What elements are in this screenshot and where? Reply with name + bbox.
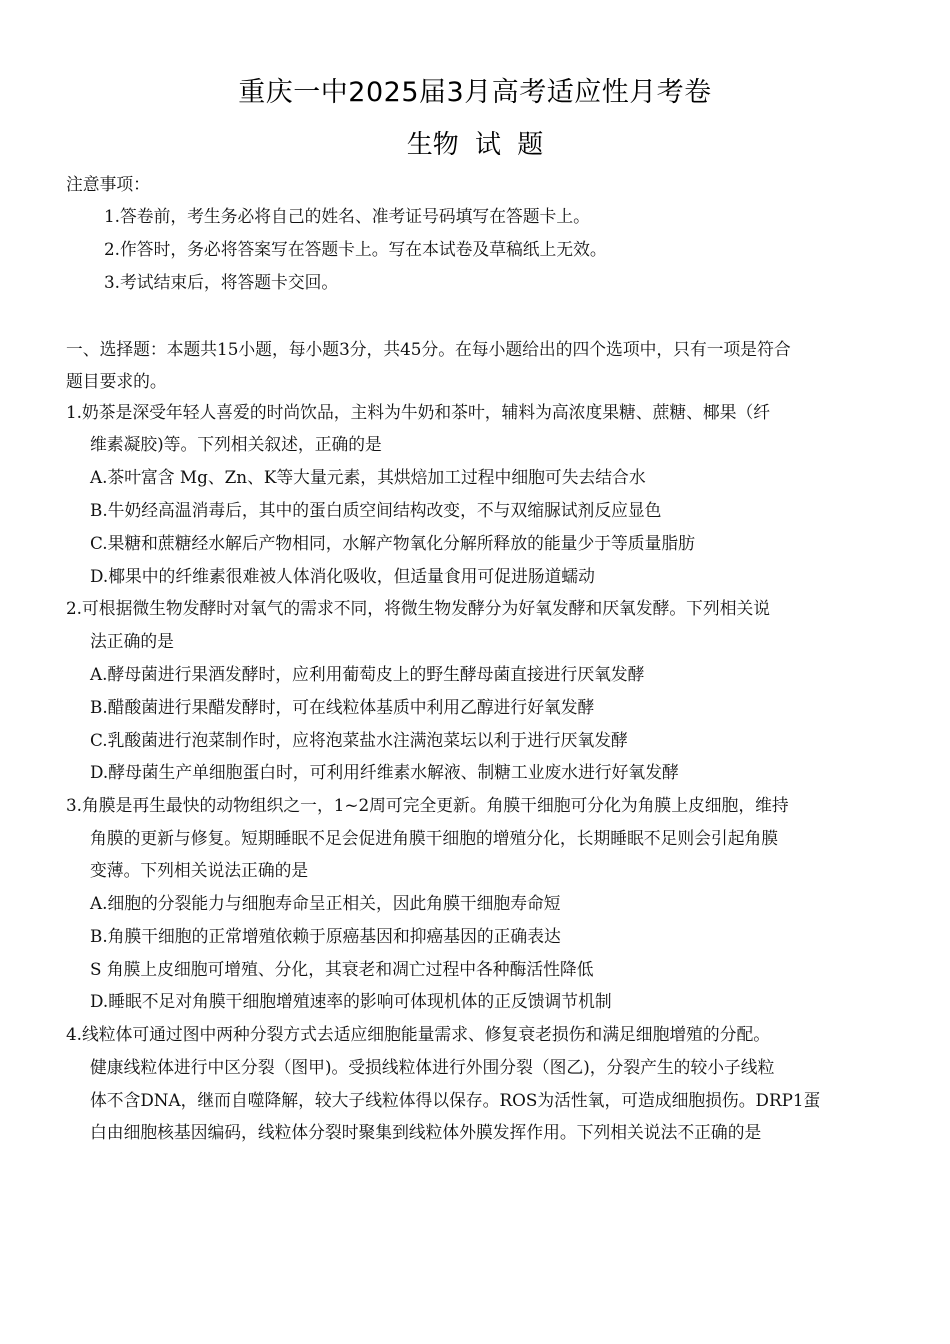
question-1-option-b: B.牛奶经高温消毒后，其中的蛋白质空间结构改变，不与双缩脲试剂反应显色 bbox=[90, 500, 662, 520]
question-4-stem-cont: 健康线粒体进行中区分裂（图甲)。受损线粒体进行外围分裂（图乙)，分裂产生的较小子线粒 bbox=[90, 1057, 775, 1077]
question-4-stem-cont: 体不含DNA，继而自噬降解，较大子线粒体得以保存。ROS为活性氧，可造成细胞损伤。DRP1蛋 bbox=[90, 1090, 821, 1110]
question-1-stem: 1.奶茶是深受年轻人喜爱的时尚饮品，主料为牛奶和茶叶，辅料为高浓度果糖、蔗糖、椰果（纤 bbox=[66, 402, 771, 422]
question-1-option-d: D.椰果中的纤维素很难被人体消化吸收，但适量食用可促进肠道蠕动 bbox=[90, 566, 595, 586]
question-1-stem-cont: 维素凝胶)等。下列相关叙述，正确的是 bbox=[90, 434, 382, 454]
question-3-option-b: B.角膜干细胞的正常增殖依赖于原癌基因和抑癌基因的正确表达 bbox=[90, 926, 561, 946]
question-2-option-a: A.酵母菌进行果酒发酵时，应利用葡萄皮上的野生酵母菌直接进行厌氧发酵 bbox=[90, 664, 645, 684]
question-3-stem-cont: 变薄。下列相关说法正确的是 bbox=[90, 860, 309, 880]
note-item: 2.作答时，务必将答案写在答题卡上。写在本试卷及草稿纸上无效。 bbox=[104, 239, 607, 259]
question-2-option-c: C.乳酸菌进行泡菜制作时，应将泡菜盐水注满泡菜坛以利于进行厌氧发酵 bbox=[90, 730, 628, 750]
note-item: 3.考试结束后，将答题卡交回。 bbox=[104, 272, 339, 292]
question-2-stem-cont: 法正确的是 bbox=[90, 631, 174, 651]
question-3-stem-cont: 角膜的更新与修复。短期睡眠不足会促进角膜干细胞的增殖分化，长期睡眠不足则会引起角膜 bbox=[90, 828, 779, 848]
note-item: 1.答卷前，考生务必将自己的姓名、准考证号码填写在答题卡上。 bbox=[104, 206, 590, 226]
question-3-option-a: A.细胞的分裂能力与细胞寿命呈正相关，因此角膜干细胞寿命短 bbox=[90, 893, 561, 913]
question-2-stem: 2.可根据微生物发酵时对氧气的需求不同，将微生物发酵分为好氧发酵和厌氧发酵。下列相关说 bbox=[66, 598, 771, 618]
question-3-option-c: S 角膜上皮细胞可增殖、分化，其衰老和凋亡过程中各种酶活性降低 bbox=[90, 959, 594, 979]
question-1-option-c: C.果糖和蔗糖经水解后产物相同，水解产物氧化分解所释放的能量少于等质量脂肪 bbox=[90, 533, 695, 553]
question-2-option-d: D.酵母菌生产单细胞蛋白时，可利用纤维素水解液、制糖工业废水进行好氧发酵 bbox=[90, 762, 679, 782]
notes-heading: 注意事项： bbox=[66, 174, 150, 194]
question-4-stem: 4.线粒体可通过图中两种分裂方式去适应细胞能量需求、修复衰老损伤和满足细胞增殖的分配。 bbox=[66, 1024, 771, 1044]
question-3-option-d: D.睡眠不足对角膜干细胞增殖速率的影响可体现机体的正反馈调节机制 bbox=[90, 991, 612, 1011]
question-1-option-a: A.茶叶富含 Mg、Zn、K等大量元素，其烘焙加工过程中细胞可失去结合水 bbox=[90, 467, 646, 487]
question-3-stem: 3.角膜是再生最快的动物组织之一，1~2周可完全更新。角膜干细胞可分化为角膜上皮细胞，维持 bbox=[66, 795, 789, 815]
section-heading-cont: 题目要求的。 bbox=[66, 371, 167, 391]
exam-title: 重庆一中2025届3月高考适应性月考卷 bbox=[238, 77, 712, 108]
question-2-option-b: B.醋酸菌进行果醋发酵时，可在线粒体基质中利用乙醇进行好氧发酵 bbox=[90, 697, 595, 717]
subject-title: 生物 试 题 bbox=[406, 130, 544, 160]
question-4-stem-cont: 白由细胞核基因编码，线粒体分裂时聚集到线粒体外膜发挥作用。下列相关说法不正确的是 bbox=[90, 1122, 762, 1142]
section-heading: 一、选择题：本题共15小题，每小题3分，共45分。在每小题给出的四个选项中，只有一项是符合 bbox=[66, 339, 791, 359]
